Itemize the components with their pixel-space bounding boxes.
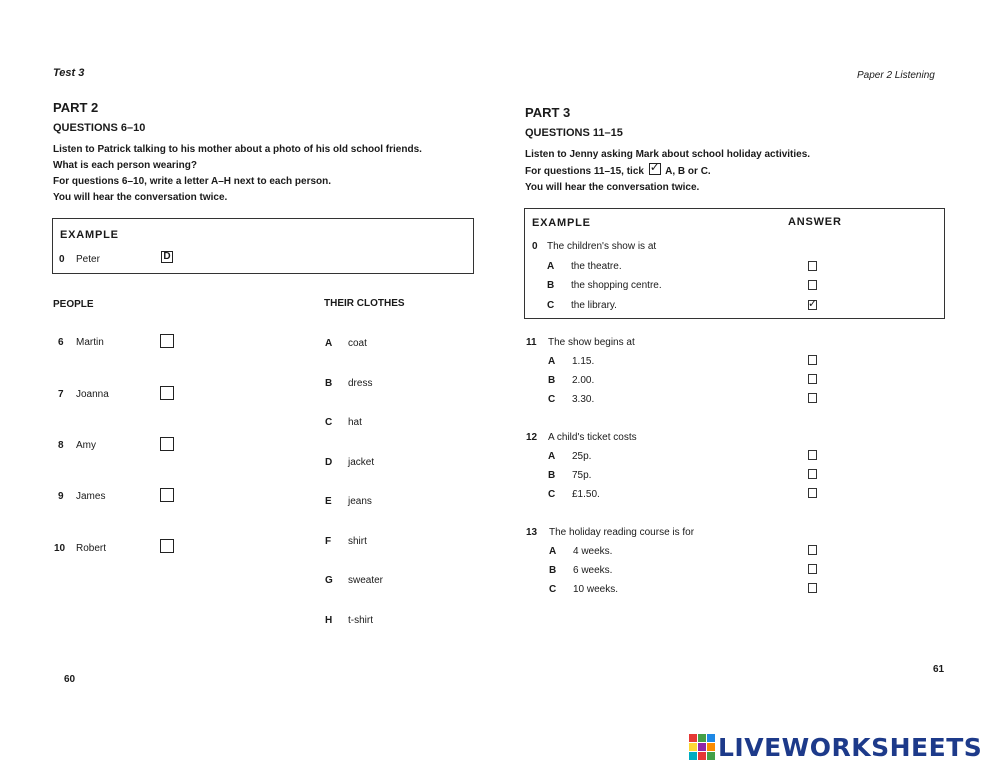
option-text: the shopping centre. [571,280,662,291]
option-letter: B [548,375,556,386]
question-text: A child's ticket costs [548,432,637,443]
option-text: 3.30. [572,394,595,405]
person-name: Robert [76,543,107,554]
tick-box-icon [649,160,661,175]
clothes-item: dress [348,378,373,389]
answer-box-10[interactable] [160,539,174,553]
liveworksheets-text: LIVEWORKSHEETS [718,732,983,762]
question-number: 13 [526,527,538,538]
example-option-c-box [808,300,817,310]
option-text: the theatre. [571,261,622,272]
example-label: EXAMPLE [532,217,591,229]
instruction-line: Listen to Jenny asking Mark about school holiday activities. [525,149,811,160]
clothes-letter: B [325,378,333,389]
person-number: 6 [58,337,64,348]
answer-box-7[interactable] [160,386,174,400]
option-letter: A [549,546,557,557]
question-number: 11 [526,337,537,348]
clothes-item: coat [348,338,367,349]
option-letter: C [548,489,556,500]
option-letter: A [547,261,555,272]
part-3-title: PART 3 [525,105,571,120]
clothes-letter: D [325,457,333,468]
answer-box-8[interactable] [160,437,174,451]
example-name: Peter [76,254,100,265]
left-page-header: Test 3 [53,67,85,79]
example-label: EXAMPLE [60,229,119,241]
instruction-text: For questions 11–15, tick [525,166,644,177]
example-option-b-box [808,280,817,290]
q12-option-b-box[interactable] [808,469,817,479]
clothes-item: t-shirt [348,615,373,626]
clothes-letter: C [325,417,333,428]
q11-option-a-box[interactable] [808,355,817,365]
question-text: The holiday reading course is for [549,527,695,538]
option-letter: B [549,565,557,576]
page-number-left: 60 [64,674,76,685]
liveworksheets-grid-icon [689,734,715,760]
clothes-item: jeans [348,496,372,507]
answer-box-9[interactable] [160,488,174,502]
option-text: 2.00. [572,375,595,386]
part-2-example-box [52,218,474,274]
option-text: 4 weeks. [573,546,613,557]
person-number: 10 [54,543,66,554]
instruction-line: What is each person wearing? [53,160,197,171]
questions-6-10-title: QUESTIONS 6–10 [53,122,146,134]
example-question: The children's show is at [547,241,657,252]
q13-option-a-box[interactable] [808,545,817,555]
person-name: Joanna [76,389,109,400]
person-name: Amy [76,440,96,451]
option-text: 75p. [572,470,592,481]
instruction-line: For questions 6–10, write a letter A–H next to each person. [53,176,332,187]
clothes-letter: F [325,536,332,547]
q13-option-c-box[interactable] [808,583,817,593]
person-number: 7 [58,389,64,400]
question-text: The show begins at [548,337,635,348]
option-text: the library. [571,300,617,311]
option-text: 25p. [572,451,592,462]
clothes-letter: E [325,496,332,507]
clothes-item: shirt [348,536,367,547]
q12-option-a-box[interactable] [808,450,817,460]
tick-mark: ✓ [808,298,818,310]
clothes-letter: H [325,615,333,626]
tick-mark: ✓ [649,160,660,174]
clothes-header: THEIR CLOTHES [324,298,405,309]
part-3-instructions [525,147,810,196]
clothes-letter: A [325,338,333,349]
option-letter: B [547,280,555,291]
option-letter: C [548,394,556,405]
answer-box-6[interactable] [160,334,174,348]
option-text: 1.15. [572,356,595,367]
clothes-item: jacket [348,457,375,468]
q12-option-c-box[interactable] [808,488,817,498]
part-2-instructions [53,142,422,206]
option-letter: B [548,470,556,481]
option-text: 10 weeks. [573,584,619,595]
option-letter: C [547,300,555,311]
q11-option-c-box[interactable] [808,393,817,403]
page-number-right: 61 [933,664,945,675]
option-letter: C [549,584,557,595]
questions-11-15-title: QUESTIONS 11–15 [525,127,623,139]
instruction-text: A, B or C. [665,166,711,177]
example-option-a-box [808,261,817,271]
instruction-line: You will hear the conversation twice. [525,182,700,193]
person-number: 9 [58,491,64,502]
clothes-item: sweater [348,575,384,586]
person-name: Martin [76,337,104,348]
liveworksheets-logo [689,731,982,763]
example-number: 0 [532,241,538,252]
question-number: 12 [526,432,538,443]
option-letter: A [548,356,556,367]
option-letter: A [548,451,556,462]
person-name: James [76,491,106,502]
example-answer-box: D [161,251,173,263]
q11-option-b-box[interactable] [808,374,817,384]
instruction-line: Listen to Patrick talking to his mother about a photo of his old school friends. [53,144,422,155]
right-page-header: Paper 2 Listening [857,70,935,81]
q13-option-b-box[interactable] [808,564,817,574]
part-2-title: PART 2 [53,100,99,115]
people-header: PEOPLE [53,299,94,310]
instruction-line [525,160,810,180]
answer-label: ANSWER [788,216,842,228]
instruction-line: You will hear the conversation twice. [53,192,228,203]
option-text: £1.50. [572,489,600,500]
person-number: 8 [58,440,64,451]
clothes-letter: G [325,575,333,586]
clothes-item: hat [348,417,362,428]
example-number: 0 [59,254,65,265]
option-text: 6 weeks. [573,565,613,576]
